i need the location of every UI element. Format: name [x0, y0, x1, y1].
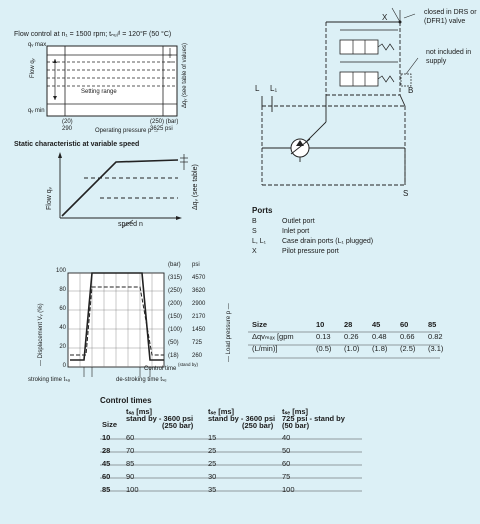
cell: 40: [282, 433, 291, 442]
cell: 25: [208, 459, 217, 468]
col3-b: 725 psi - stand by: [282, 414, 345, 423]
left-tick: 100: [55, 268, 66, 274]
x-right-psi: 3625 psi: [150, 126, 173, 132]
col2-a: tₛₑ [ms]: [208, 407, 235, 416]
right-tick-bar: (150): [168, 314, 183, 320]
closed-note: closed in DRS or (DFR1) valve: [424, 9, 477, 25]
cell: 85: [102, 485, 111, 494]
col3-a: tₛₑ [ms]: [282, 407, 309, 416]
row-label: (L/min)]: [252, 343, 278, 353]
right-tick-psi: 2170: [192, 314, 206, 320]
col1-a: tₛₐ [ms]: [126, 407, 153, 416]
cell: 0.26: [344, 331, 359, 341]
col3-c: (50 bar): [282, 421, 310, 430]
left-tick: 80: [59, 287, 66, 293]
port-l1-label: L₁: [270, 84, 278, 93]
stroking-y-right-label: — Load pressure p —: [226, 303, 232, 362]
cell: 28: [102, 446, 111, 455]
control-time-label: Control time: [144, 366, 177, 372]
ports-title: Ports: [252, 206, 273, 215]
right-tick-psi: psi: [192, 262, 200, 268]
static-x-label: speed n: [118, 221, 143, 228]
size-header: 10: [316, 319, 325, 329]
x-left-bar: (20): [62, 119, 73, 125]
cell: (1.0): [344, 343, 360, 353]
port-code: S: [252, 228, 257, 235]
right-tick-bar: (50): [168, 340, 179, 346]
static-title: Static characteristic at variable speed: [14, 141, 140, 148]
ctl-size-header: Size: [102, 420, 118, 429]
size-header: 28: [344, 319, 353, 329]
cell: 60: [282, 459, 291, 468]
cell: 85: [126, 459, 135, 468]
cell: 70: [126, 446, 135, 455]
x-right-bar: (250) (bar): [150, 119, 179, 125]
q-max-label: qᵥ max: [28, 42, 47, 48]
col2-c: (250 bar): [242, 421, 274, 430]
right-tick-bar: (18): [168, 353, 179, 359]
col2-b: stand by - 3600 psi: [208, 414, 276, 423]
left-tick: 0: [62, 363, 66, 369]
port-desc: Outlet port: [282, 218, 315, 225]
right-tick-bar: (250): [168, 288, 183, 294]
right-tick-bar: (bar): [168, 262, 181, 268]
right-tick-psi: 1450: [192, 327, 206, 333]
de-stroking-time-label: de-stroking time tₛₑ: [116, 377, 167, 383]
cell: (2.5): [400, 343, 416, 353]
port-code: B: [252, 218, 257, 225]
delta-q-label: Δqᵥ (see table of values): [182, 43, 188, 108]
cell: (3.1): [428, 343, 444, 353]
cell: 75: [282, 472, 291, 481]
cell: 0.66: [400, 331, 415, 341]
left-tick: 60: [59, 306, 66, 312]
cell: 60: [126, 433, 135, 442]
right-tick-bar: (100): [168, 327, 183, 333]
cell: (1.8): [372, 343, 388, 353]
cell: 0.48: [372, 331, 387, 341]
port-s-label: S: [403, 189, 409, 198]
right-tick-psi: 725: [192, 340, 203, 346]
stroking-y-left-label: — Displacement Vᵥ (%): [38, 303, 44, 366]
control-times-title: Control times: [100, 396, 152, 405]
stroking-time-label: stroking time tₛₐ: [28, 377, 70, 383]
right-tick-bar: (200): [168, 301, 183, 307]
cell: 90: [126, 472, 135, 481]
cell: 50: [282, 446, 291, 455]
port-desc: Pilot pressure port: [282, 248, 339, 255]
cell: 45: [102, 459, 111, 468]
left-tick: 20: [59, 344, 66, 350]
size-header: Size: [252, 319, 268, 329]
cell: 25: [208, 446, 217, 455]
q-min-label: qᵥ min: [28, 108, 45, 114]
size-header: 45: [372, 319, 381, 329]
x-left-psi: 290: [62, 126, 73, 132]
flow-control-title: Flow control at n₁ = 1500 rpm; tₙᵤᵢᵈ = 120°F (50 °C): [14, 31, 172, 38]
size-header: 60: [400, 319, 409, 329]
cell: 30: [208, 472, 217, 481]
right-tick-psi: 4570: [192, 275, 206, 281]
right-tick-psi: 260: [192, 353, 203, 359]
port-b-label: B: [408, 86, 414, 95]
stand-by-label: (stand by): [178, 362, 199, 367]
port-code: X: [252, 248, 257, 255]
left-tick: 40: [59, 325, 66, 331]
col1-c: (250 bar): [162, 421, 194, 430]
right-tick-bar: (315): [168, 275, 183, 281]
col1-b: stand by - 3600 psi: [126, 414, 194, 423]
cell: 10: [102, 433, 111, 442]
port-desc: Case drain ports (L₁ plugged): [282, 238, 374, 245]
row-label: Δqvₘₐₓ [gpm: [252, 331, 294, 341]
size-header: 85: [428, 319, 437, 329]
cell: 100: [126, 485, 139, 494]
setting-range-label: Setting range: [81, 89, 117, 95]
right-tick-psi: 2900: [192, 301, 206, 307]
schematic-x-label: X: [382, 13, 388, 22]
port-l-label: L: [255, 84, 260, 93]
right-tick-psi: 3620: [192, 288, 206, 294]
static-delta-label: Δqᵥ (see table): [192, 164, 199, 210]
cell: 60: [102, 472, 111, 481]
cell: (0.5): [316, 343, 332, 353]
cell: 0.13: [316, 331, 331, 341]
not-included-note: not included in supply: [426, 49, 472, 65]
x-axis-label: Operating pressure p →: [95, 128, 160, 134]
cell: 35: [208, 485, 217, 494]
cell: 0.82: [428, 331, 443, 341]
cell: 15: [208, 433, 217, 442]
port-code: L, L₁: [252, 238, 267, 245]
cell: 100: [282, 485, 295, 494]
static-y-label: Flow qᵥ: [46, 187, 53, 210]
flow-y-label: Flow qᵥ: [30, 58, 36, 78]
port-desc: Inlet port: [282, 228, 310, 235]
